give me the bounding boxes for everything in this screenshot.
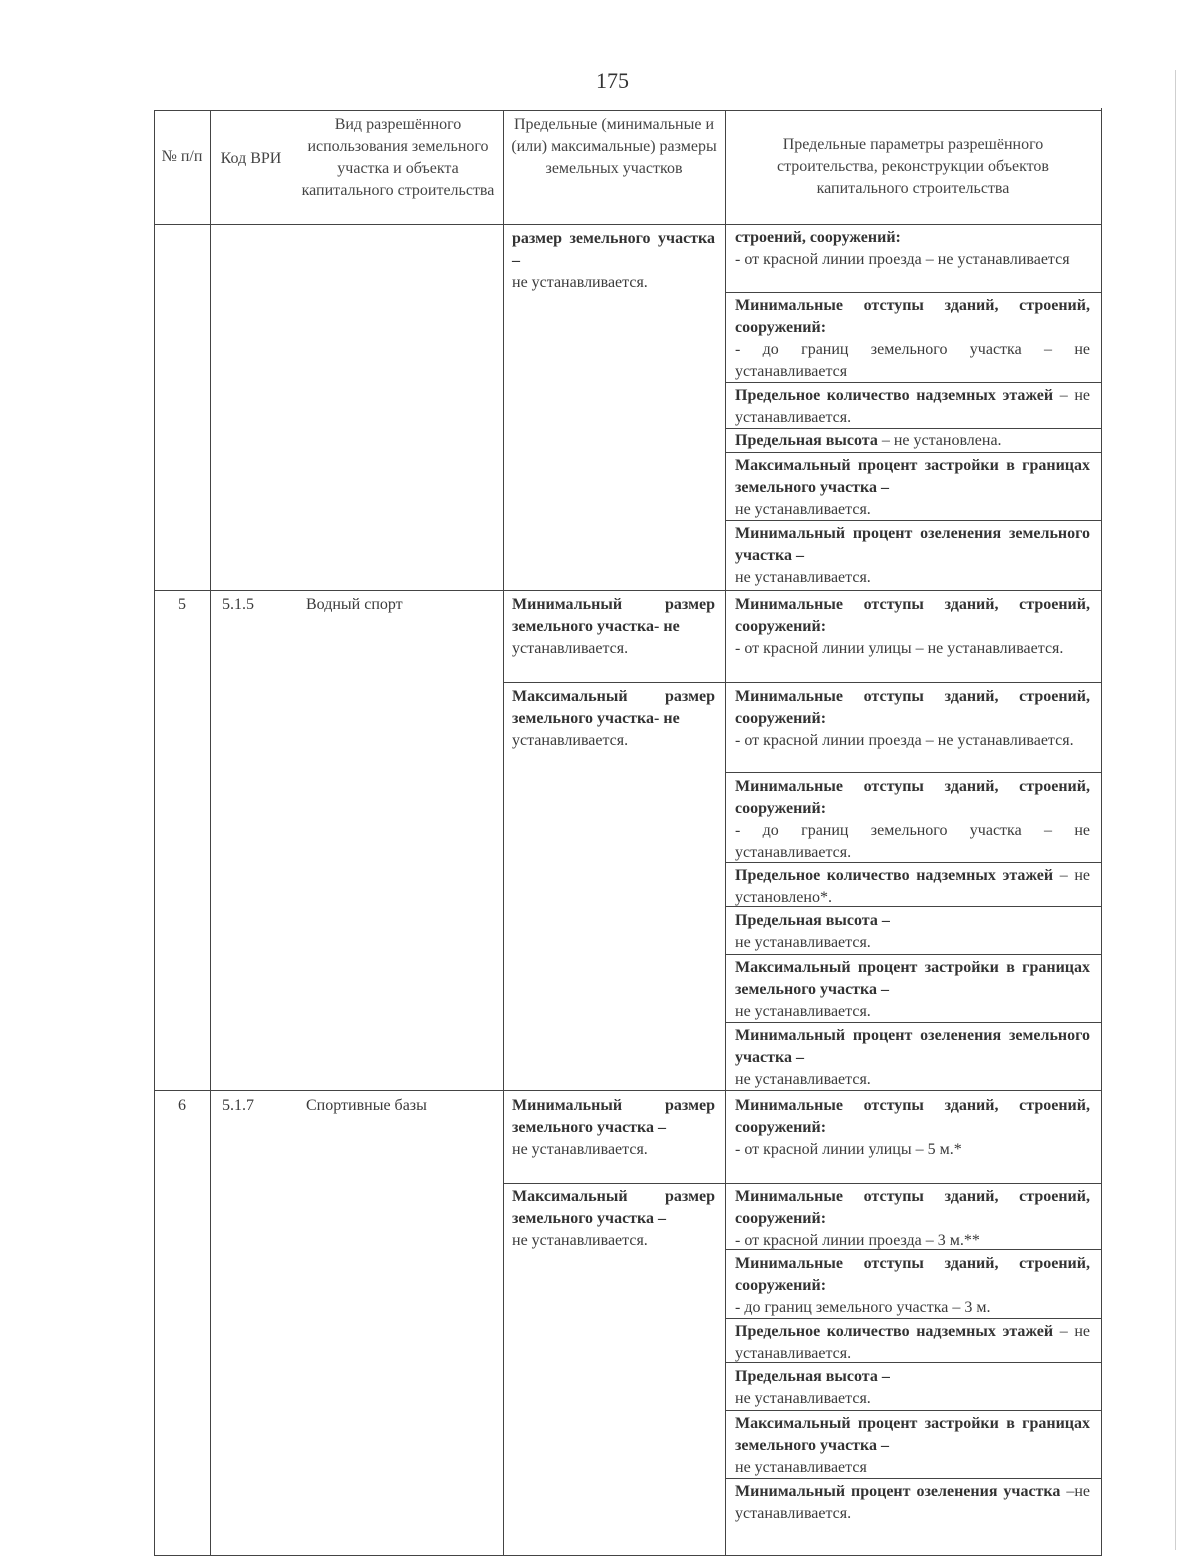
row-code: 5.1.5	[222, 596, 254, 613]
header-col-code: Код ВРИ	[220, 150, 282, 167]
size-cell	[512, 686, 715, 752]
param-label: Минимальные отступы зданий, строений, сооружений:	[735, 1097, 1090, 1136]
param-label: Минимальный процент озеленения участка	[735, 1483, 1061, 1500]
param-cell	[735, 1413, 1090, 1479]
param-cell	[735, 1095, 1090, 1161]
param-value: - до границ земельного участка – 3 м.	[735, 1299, 991, 1316]
param-label: Минимальные отступы зданий, строений, сооружений:	[735, 688, 1090, 727]
param-value: – не установлена.	[877, 432, 1002, 449]
header-col-no: № п/п	[161, 148, 203, 165]
size-value: не устанавливается.	[512, 1232, 648, 1249]
size-label: Минимальный размер земельного участка- не	[512, 596, 715, 635]
param-label: строений, сооружений:	[735, 229, 901, 246]
size-label: Максимальный размер земельного участка –	[512, 1188, 715, 1227]
header-col-size: Предельные (минимальные и (или) максимальные) размеры земельных участков	[511, 116, 717, 177]
param-label: Минимальные отступы зданий, строений, сооружений:	[735, 297, 1090, 336]
param-cell	[735, 430, 1090, 452]
param-value: не устанавливается.	[735, 1003, 871, 1020]
param-label: Максимальный процент застройки в границах земельного участка –	[735, 959, 1090, 998]
param-label: Минимальный процент озеленения земельного участка –	[735, 1027, 1090, 1066]
param-value: - от красной линии улицы – не устанавливается.	[735, 640, 1064, 657]
cell-separator	[725, 772, 1101, 773]
page-edge-line	[1175, 70, 1176, 1550]
column-divider	[210, 110, 211, 1556]
cell-separator	[725, 682, 1101, 683]
param-value: - до границ земельного участка – не устанавливается	[735, 341, 1090, 380]
param-value: - от красной линии проезда – не устанавливается	[735, 251, 1070, 268]
header-col-params: Предельные параметры разрешённого строительства, реконструкции объектов капитального строительства	[777, 136, 1049, 197]
size-cell	[512, 594, 715, 660]
param-cell	[735, 1481, 1090, 1525]
param-cell	[735, 1366, 1090, 1410]
param-label: Предельное количество надземных этажей	[735, 387, 1054, 404]
table-border-right	[1101, 108, 1102, 1556]
param-label: Минимальный процент озеленения земельного участка –	[735, 525, 1090, 564]
param-label: Минимальные отступы зданий, строений, сооружений:	[735, 1188, 1090, 1227]
header-separator	[154, 224, 1102, 225]
param-value: – не устанавливается.	[735, 387, 1090, 426]
row-type: Водный спорт	[306, 596, 403, 613]
size-value: устанавливается.	[512, 640, 629, 657]
param-cell	[735, 1186, 1090, 1252]
param-cell	[735, 1253, 1090, 1319]
size-value: не устанавливается.	[512, 1141, 648, 1158]
param-label: Предельная высота	[735, 432, 878, 449]
param-cell	[735, 295, 1090, 383]
row-number: 5	[178, 596, 186, 613]
param-cell	[735, 776, 1090, 864]
param-label: Предельная высота –	[735, 912, 890, 929]
param-cell	[735, 1321, 1090, 1365]
column-divider	[725, 110, 726, 1556]
param-cell	[735, 385, 1090, 429]
page-number: 175	[596, 68, 629, 93]
size-cell	[512, 1186, 715, 1252]
param-value: не устанавливается.	[735, 501, 871, 518]
param-value: –не устанавливается.	[735, 1483, 1090, 1522]
row-code: 5.1.7	[222, 1097, 254, 1114]
cell-separator	[725, 1183, 1101, 1184]
param-value: не устанавливается.	[735, 1390, 871, 1407]
header-col-type: Вид разрешённого использования земельного участка и объекта капитального строительства	[301, 116, 495, 199]
size-cell	[512, 1095, 715, 1161]
column-divider	[503, 110, 504, 1556]
param-label: Максимальный процент застройки в границах земельного участка –	[735, 457, 1090, 496]
size-value: не устанавливается.	[512, 274, 648, 291]
param-cell	[735, 1025, 1090, 1091]
param-cell	[735, 227, 1090, 271]
param-label: Предельное количество надземных этажей	[735, 867, 1054, 884]
row-separator	[154, 590, 1102, 591]
param-label: Предельная высота –	[735, 1368, 890, 1385]
param-label: Максимальный процент застройки в границах земельного участка –	[735, 1415, 1090, 1454]
row-number: 6	[178, 1097, 186, 1114]
cell-separator	[725, 292, 1101, 293]
cell-separator	[725, 452, 1101, 453]
cell-separator	[503, 1183, 725, 1184]
param-value: – не установлено*.	[735, 867, 1090, 906]
param-label: Предельное количество надземных этажей	[735, 1323, 1054, 1340]
cell-separator	[725, 954, 1101, 955]
param-cell	[735, 686, 1090, 752]
param-cell	[735, 957, 1090, 1023]
size-cell	[512, 228, 715, 294]
param-value: - до границ земельного участка – не устанавливается.	[735, 822, 1090, 861]
size-value: устанавливается.	[512, 732, 629, 749]
param-cell	[735, 523, 1090, 589]
param-value: не устанавливается.	[735, 569, 871, 586]
cell-separator	[725, 1410, 1101, 1411]
table-border-left	[154, 110, 155, 1556]
param-cell	[735, 910, 1090, 954]
param-value: - от красной линии проезда – 3 м.**	[735, 1232, 980, 1249]
param-value: не устанавливается.	[735, 1071, 871, 1088]
row-type: Спортивные базы	[306, 1097, 427, 1114]
size-label: Максимальный размер земельного участка- не	[512, 688, 715, 727]
size-label: размер земельного участка –	[512, 230, 715, 269]
cell-separator	[503, 682, 725, 683]
size-label: Минимальный размер земельного участка –	[512, 1097, 715, 1136]
param-cell	[735, 455, 1090, 521]
table-border-top	[154, 110, 1102, 111]
param-label: Минимальные отступы зданий, строений, сооружений:	[735, 1255, 1090, 1294]
param-value: - от красной линии улицы – 5 м.*	[735, 1141, 962, 1158]
param-cell	[735, 594, 1090, 660]
param-value: не устанавливается.	[735, 934, 871, 951]
param-value: – не устанавливается.	[735, 1323, 1090, 1362]
param-label: Минимальные отступы зданий, строений, сооружений:	[735, 778, 1090, 817]
param-cell	[735, 865, 1090, 909]
param-value: - от красной линии проезда – не устанавливается.	[735, 732, 1074, 749]
param-value: не устанавливается	[735, 1459, 867, 1476]
param-label: Минимальные отступы зданий, строений, сооружений:	[735, 596, 1090, 635]
